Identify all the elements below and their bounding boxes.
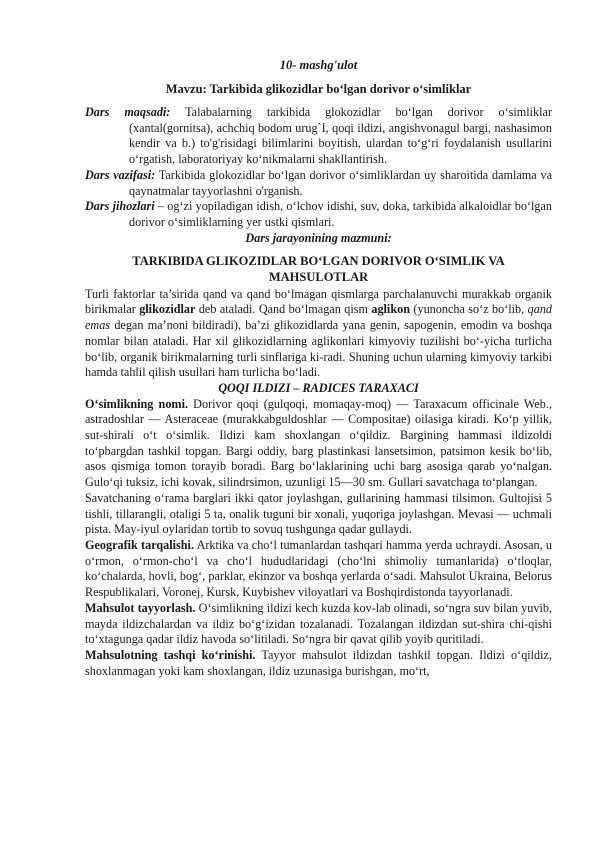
aim-text: Talabalarning tarkibida glokozidlar bo‘lgan dorivor o‘simliklar (xantal(gornitsa), achchiq bodom urug`I, qoqi ildizi, angishvonagul bargi, nashasimon kendir va b.) to'g'risidagi bilimlarini boyitish, ulardan to‘g‘ri foydalanish usullarini o‘rgatish, laboratoriyay ko‘nikmalarni shakllantirish. [129, 105, 552, 167]
preparation-paragraph [85, 601, 552, 648]
preparation-label: Mahsulot tayyorlash. [85, 600, 196, 615]
section-heading: TARKIBIDA GLIKOZIDLAR BO‘LGAN DORIVOR O‘SIMLIK VA MAHSULOTLAR [132, 254, 505, 285]
section-intro [85, 287, 552, 381]
term-qand-emas: qand emas [85, 302, 553, 333]
plant-name-label: O‘simlikning nomi. [85, 396, 189, 411]
preparation-text: O‘simlikning ildizi kech kuzda kov-lab olinadi, so‘ngra suv bilan yuvib, mayda ildizchalardan va ildiz bo‘g‘izidan tozalanadi. Tozalangan ildizdan sut-shira chi-qishi to‘xtagunga qadar ildiz havoda so‘litiladi. So‘ngra bir qavat qilib yoyib quritiladi. [85, 600, 552, 647]
appearance-label: Mahsulotning tashqi ko‘rinishi. [85, 647, 256, 662]
document-page [85, 58, 552, 679]
term-glikozidlar: glikozidlar [139, 302, 196, 317]
intro-text-2: deb ataladi. Qand bo‘lmagan qism [195, 302, 372, 317]
equipment-text: – og‘zi yopiladigan idish, o‘lchov idishi, suv, doka, tarkibida alkaloidlar bo‘lgan dorivor o‘simliklarning yer ustki qismlari. [129, 199, 552, 229]
plant-name-paragraph [85, 397, 552, 491]
intro-text-3: (yunoncha so‘z bo‘lib, [409, 302, 528, 317]
equipment-label: Dars jihozlari [85, 199, 155, 214]
task-text: Tarkibida glokozidlar bo‘lgan dorivor o‘simliklardan uy sharoitida damlama va qaynatmalar tayyorlashni o'rganish. [129, 167, 552, 198]
lesson-number: 10- mashg'ulot [279, 58, 358, 72]
lesson-equipment [85, 199, 552, 230]
geography-label: Geografik tarqalishi. [85, 537, 194, 552]
plant-heading: QOQI ILDIZI – RADICES TARAXACI [218, 380, 419, 395]
basket-paragraph: Savatchaning o‘rama barglari ikki qator joylashgan, gullarining hammasi tilsimon. Gultojisi 5 tishli, tillarangli, otaligi 5 ta, onalik tuguni bir xonali, yuqoriga joylashgan. Mevasi — uchmali pista. May-iyul oylaridan tortib to sovuq tushgunga qadar gullaydi. [85, 490, 552, 537]
intro-text-4: degan ma’noni bildiradi), ba’zi glikozidlarda yana genin, sapogenin, emodin va boshqa nomlar bilan ataladi. Har xil glikozidlarning aglikonlari kimyoviy tuzilishi bo‘-yicha turlicha bo‘lib, organik birikmalarning turli sinflariga ki-radi. Shuning uchun ularning kimyoviy tarkibi hamda tahlil qilish usullari ham turlicha bo‘ladi. [85, 318, 552, 380]
lesson-content-heading: Dars jarayonining mazmuni: [245, 230, 392, 245]
geography-paragraph [85, 538, 552, 601]
task-label: Dars vazifasi: [85, 167, 156, 182]
geography-text: Arktika va cho‘l tumanlardan tashqari hamma yerda uchraydi. Asosan, u o‘rmon, o‘rmon-cho‘l va cho‘l hududlaridagi (cho‘lni shimoliy tumanlarida) o‘tloqlar, ko‘chalarda, hovli, bog‘, parklar, ekinzor va boshqa yerlarda o‘sadi. Mahsulot Ukraina, Belorus Respublikalari, Voronej, Kursk, Kuybishev viloyatlari va Boshqirdistonda tayyorlanadi. [85, 537, 552, 600]
intro-text-1: Turli faktorlar ta’sirida qand va qand bo‘lmagan qismlarga parchalanuvchi murakkab organik birikmalar [85, 286, 552, 317]
appearance-text: Tayyor mahsulot ildizdan tashkil topgan. Ildizi o‘qildiz, shoxlanmagan yoki kam shoxlangan, ildiz uzunasiga burishgan, mo‘rt, [85, 647, 552, 678]
plant-name-text: Dorivor qoqi (gulqoqi, momaqay-moq) — Taraxacum officinale Web., astradoshlar — Asteraceae (murakkabguldoshlar — Compositae) oilasiga kiradi. Ko‘p yillik, sut-shirali o‘t o‘simlik. Ildizi kam shoxlangan o‘qildiz. Bargining hammasi ildizoldi to‘pbargdan tashkil topgan. Bargi oddiy, barg plastinkasi lansetsimon, patsimon kesik bo‘lib, asos qismiga tomon torayib boradi. Barg bo‘laklarining uchi barg asosiga qarab yo‘nalgan. Gulo‘qi tuksiz, ichi kovak, silindrsimon, uzunligi 15—30 sm. Gullari savatchaga to‘plangan. [85, 396, 552, 490]
term-aglikon: aglikon [371, 302, 410, 317]
lesson-aim [85, 105, 552, 168]
lesson-task [85, 168, 552, 199]
appearance-paragraph [85, 648, 552, 679]
lesson-topic: Mavzu: Tarkibida glikozidlar bo‘lgan dorivor o‘simliklar [165, 82, 472, 96]
aim-label: Dars maqsadi: [85, 105, 171, 119]
